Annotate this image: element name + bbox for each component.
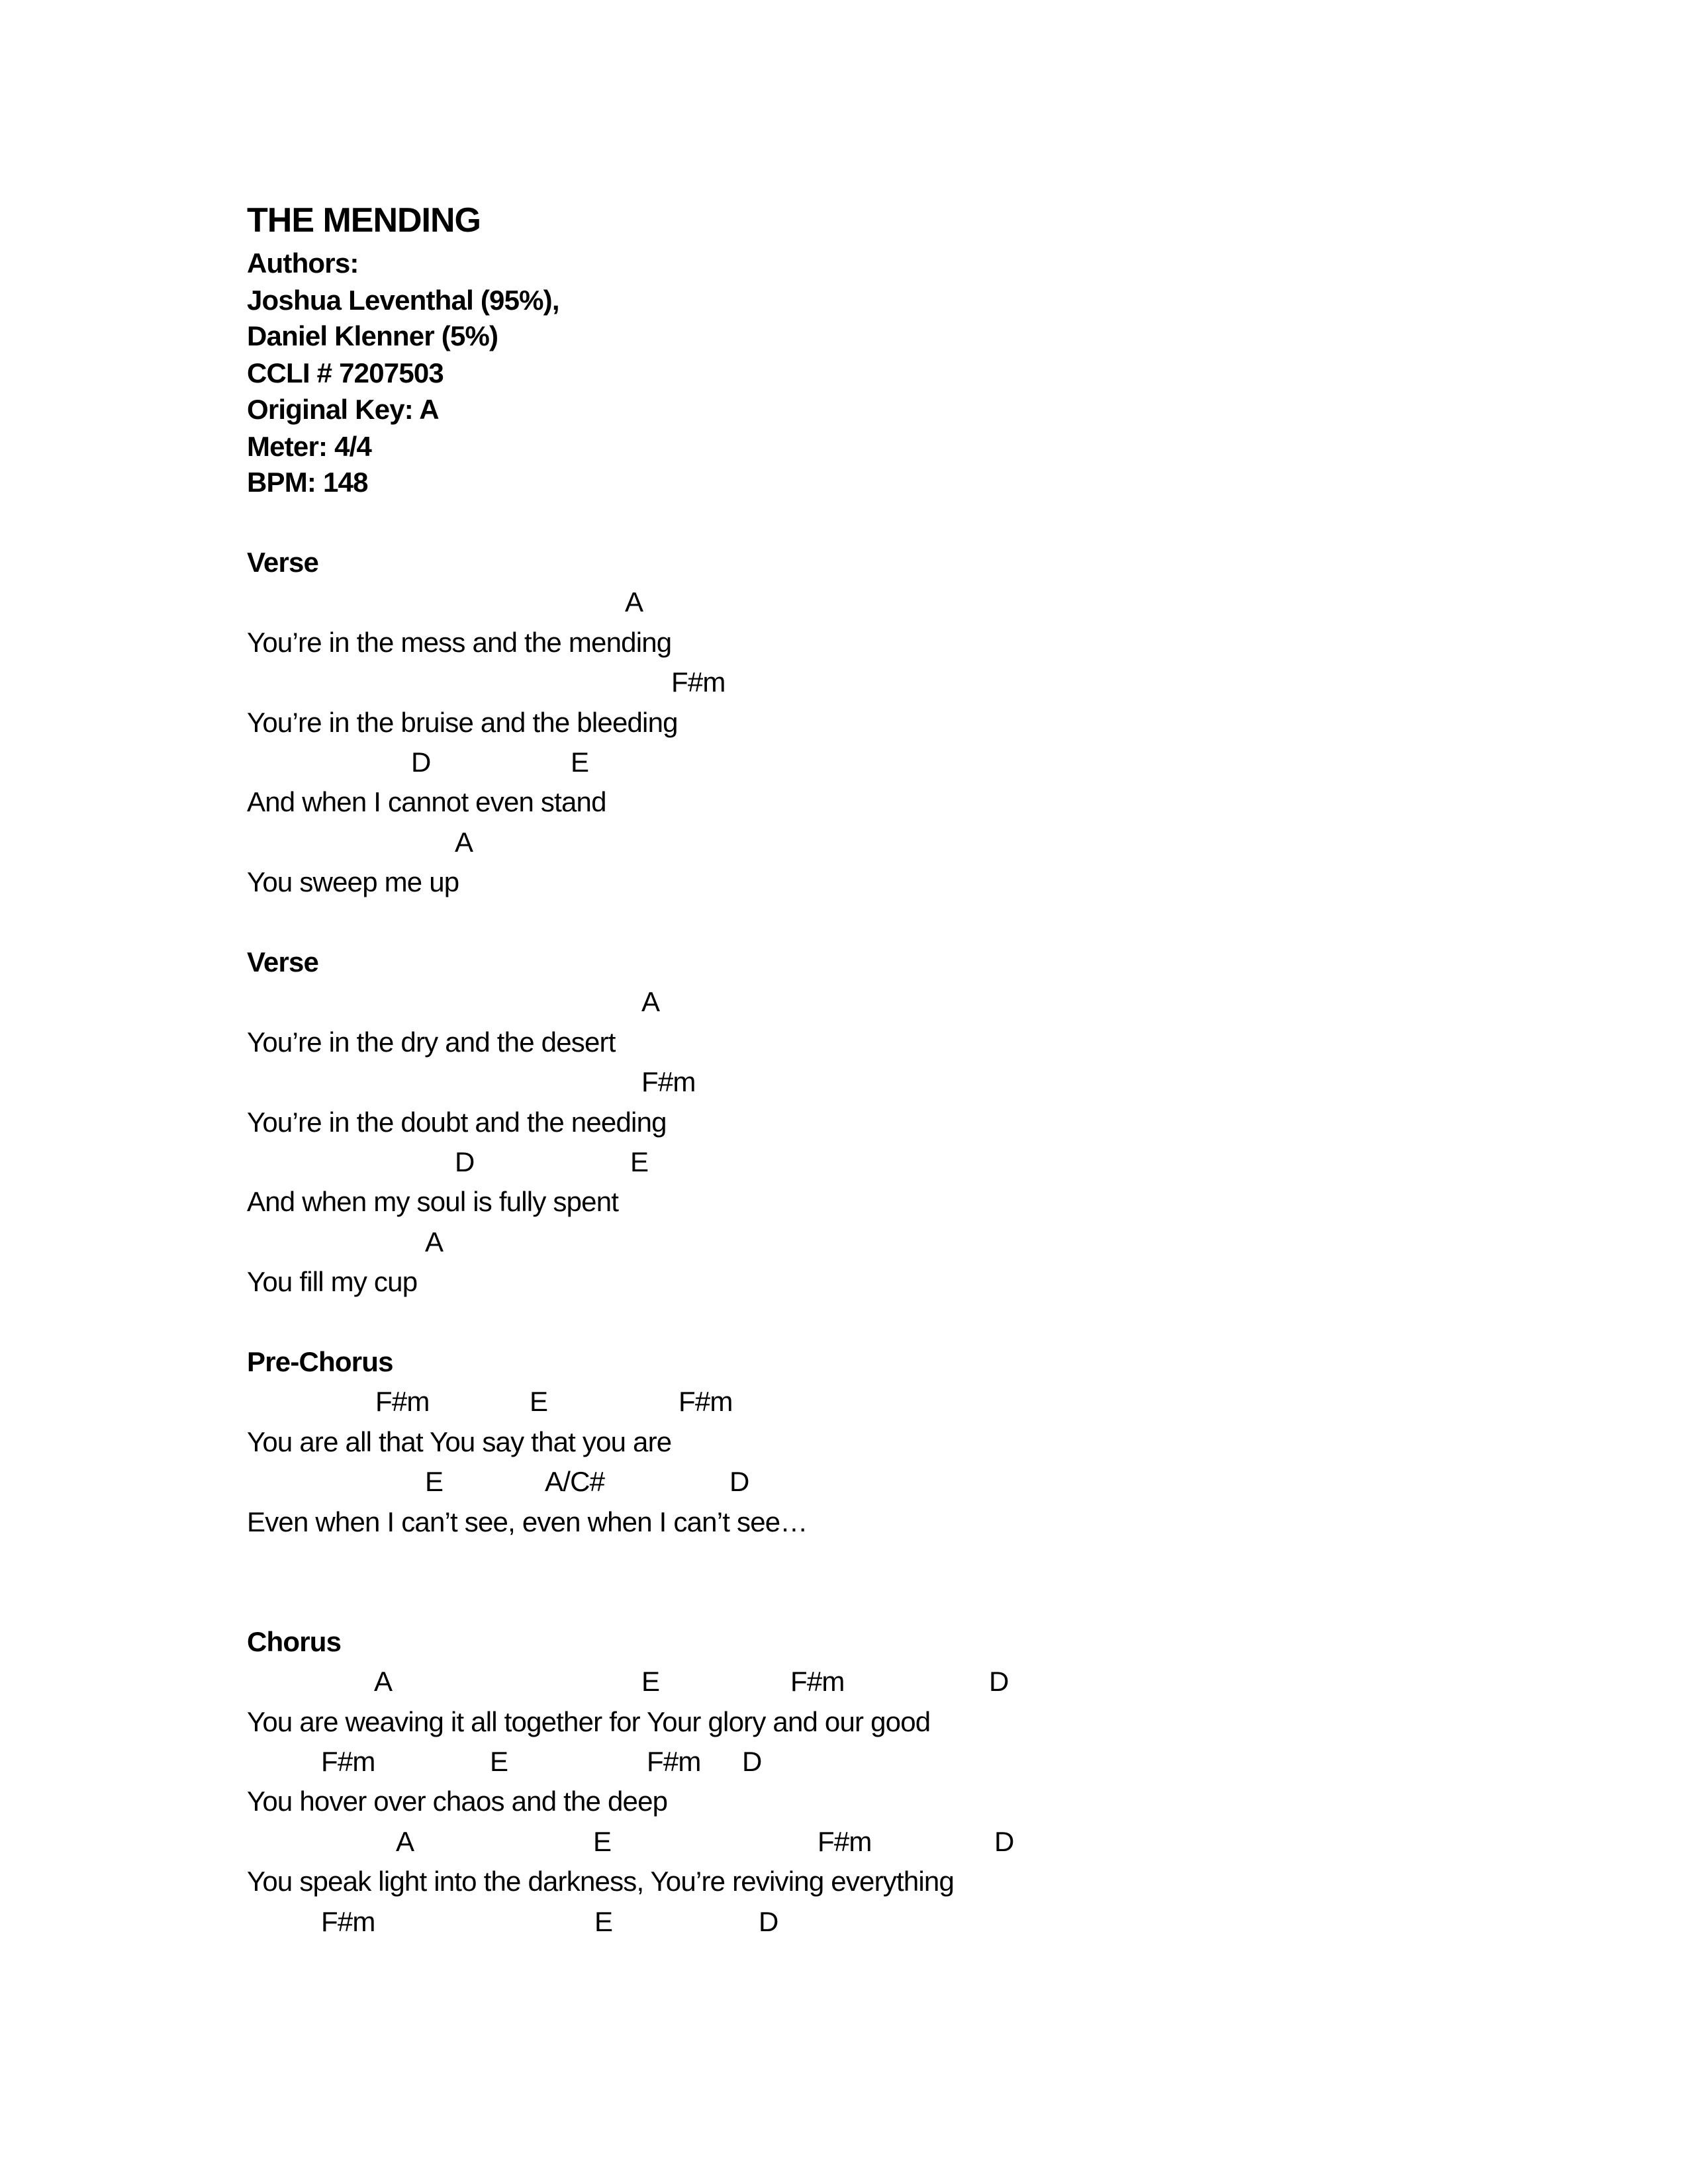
chord: F#m [679, 1386, 733, 1417]
chord: F#m [641, 1066, 696, 1097]
chord: E [490, 1746, 508, 1777]
chord: E [594, 1906, 613, 1937]
chord: D [759, 1906, 778, 1937]
bpm: BPM: 148 [247, 467, 368, 498]
chord: A [625, 586, 643, 617]
lyric-line: You speak light into the darkness, You’re reviving everything [247, 1866, 955, 1897]
chord: E [571, 747, 589, 778]
meter: Meter: 4/4 [247, 431, 372, 462]
chord: F#m [818, 1826, 872, 1857]
lyric-line: You’re in the mess and the mending [247, 627, 672, 658]
chord: E [641, 1666, 660, 1697]
lyric-line: You’re in the dry and the desert [247, 1026, 616, 1058]
chord: F#m [790, 1666, 845, 1697]
chord: D [729, 1466, 749, 1497]
chord: E [630, 1146, 649, 1177]
chord: D [411, 747, 431, 778]
lyric-line: You are all that You say that you are [247, 1426, 672, 1457]
chord: A [455, 827, 473, 858]
ccli-number: CCLI # 7207503 [247, 357, 444, 388]
chord: D [989, 1666, 1009, 1697]
authors-label: Authors: [247, 248, 359, 279]
chord: E [593, 1826, 612, 1857]
section-label: Chorus [247, 1626, 342, 1657]
section-label: Verse [247, 946, 319, 978]
lyric-line: And when my soul is fully spent [247, 1186, 619, 1217]
chord: F#m [647, 1746, 701, 1777]
chord: D [455, 1146, 475, 1177]
chord: A [374, 1666, 393, 1697]
chord: E [530, 1386, 548, 1417]
lyric-line: You hover over chaos and the deep [247, 1786, 668, 1817]
lyric-line: You’re in the bruise and the bleeding [247, 707, 678, 738]
chord: A [396, 1826, 414, 1857]
chord: F#m [321, 1906, 375, 1937]
lyric-line: You are weaving it all together for Your glory and our good [247, 1706, 931, 1737]
author-2: Daniel Klenner (5%) [247, 320, 498, 351]
lyric-line: And when I cannot even stand [247, 786, 606, 817]
chord: F#m [321, 1746, 375, 1777]
section-label: Verse [247, 547, 319, 578]
original-key: Original Key: A [247, 394, 439, 425]
chord: A/C# [545, 1466, 605, 1497]
chord: D [742, 1746, 762, 1777]
chord: F#m [671, 666, 726, 698]
lyric-line: Even when I can’t see, even when I can’t see… [247, 1506, 808, 1537]
section-label: Pre-Chorus [247, 1346, 393, 1377]
lyric-line: You fill my cup [247, 1266, 418, 1297]
lyric-line: You’re in the doubt and the needing [247, 1107, 667, 1138]
author-1: Joshua Leventhal (95%), [247, 285, 559, 316]
chord: A [641, 986, 660, 1017]
chord: D [994, 1826, 1014, 1857]
chord: A [425, 1226, 444, 1257]
lyric-line: You sweep me up [247, 866, 459, 897]
song-title: THE MENDING [247, 201, 481, 240]
chord: F#m [375, 1386, 430, 1417]
chord: E [425, 1466, 444, 1497]
